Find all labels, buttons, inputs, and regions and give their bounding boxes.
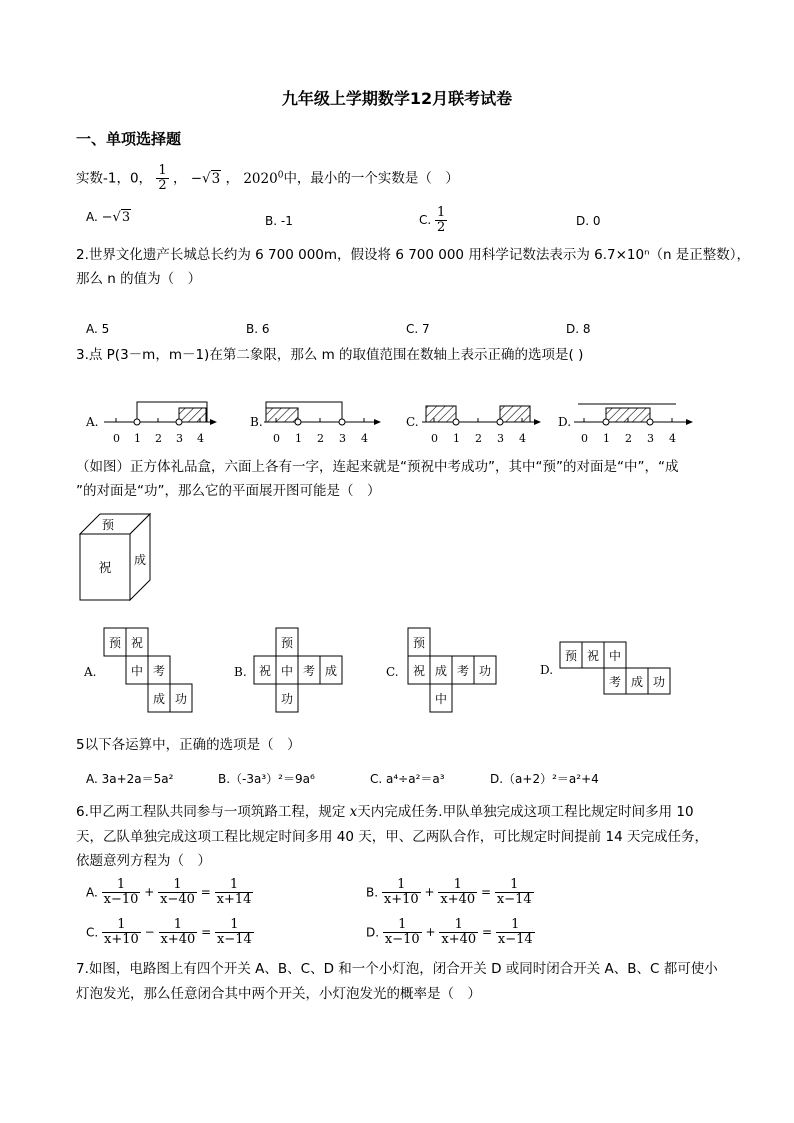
q4-option-d-net[interactable] — [540, 642, 670, 694]
svg-text:D.: D. — [540, 663, 554, 677]
q1-option-b[interactable]: B. -1 — [265, 214, 293, 228]
question-2-line2: 那么 n 的值为（ ） — [76, 271, 202, 287]
svg-text:预: 预 — [412, 636, 426, 650]
svg-text:3: 3 — [339, 432, 346, 445]
svg-text:3: 3 — [497, 432, 504, 445]
question-4-line1: （如图）正方体礼品盒，六面上各有一字，连起来就是“预祝中考成功”，其中“预”的对面是“中”，“成 — [76, 459, 679, 475]
svg-text:祝: 祝 — [130, 636, 144, 650]
question-6-line2: 天，乙队单独完成这项工程比规定时间多用 40 天，甲、乙两队合作，可比规定时间提前 14 天完成任务， — [76, 829, 709, 845]
q6-option-a[interactable]: A. $\frac{1}{x-10}$ + $\frac{1}{x-40}$ = $\frac{1}{x+14}$ — [86, 877, 252, 907]
svg-text:D.: D. — [558, 415, 572, 429]
q5-option-d[interactable]: D.（a+2）²＝a²+4 — [490, 772, 599, 786]
svg-text:预: 预 — [564, 649, 578, 663]
svg-text:祝: 祝 — [412, 664, 426, 678]
svg-text:祝: 祝 — [258, 664, 272, 678]
svg-text:成: 成 — [434, 664, 448, 678]
svg-text:考: 考 — [302, 664, 316, 678]
q1-option-c[interactable]: C. $\frac{1}{2}$ — [419, 205, 446, 235]
svg-text:B.: B. — [234, 665, 247, 679]
q1-option-a[interactable]: A. −√3 — [86, 210, 131, 225]
svg-text:4: 4 — [361, 432, 368, 445]
cube-front-face: 祝 — [98, 561, 112, 576]
svg-text:0: 0 — [581, 432, 588, 445]
svg-text:0: 0 — [273, 432, 280, 445]
q4-nets — [84, 626, 684, 714]
svg-text:4: 4 — [669, 432, 676, 445]
section-heading: 一、单项选择题 — [76, 130, 182, 148]
q1-year: 2020$^0$ — [243, 170, 284, 187]
svg-text:C.: C. — [386, 665, 399, 679]
svg-text:考: 考 — [456, 664, 470, 678]
q6-option-d[interactable]: D. $\frac{1}{x-10}$ + $\frac{1}{x+40}$ = $\frac{1}{x-14}$ — [366, 917, 533, 947]
question-2-line1: 2.世界文化遗产长城总长约为 6 700 000m，假设将 6 700 000 用科学记数法表示为 6.7×10ⁿ（n 是正整数）， — [76, 247, 751, 263]
svg-text:预: 预 — [280, 636, 294, 650]
svg-text:2: 2 — [317, 432, 324, 445]
svg-text:A.: A. — [86, 415, 99, 429]
svg-text:1: 1 — [603, 432, 610, 445]
svg-text:祝: 祝 — [586, 649, 600, 663]
svg-text:功: 功 — [174, 692, 188, 706]
q1-suffix: 中，最小的一个实数是（ ） — [283, 170, 459, 187]
question-6-line3: 依题意列方程为（ ） — [76, 853, 211, 869]
q1-fraction: $\frac{1}{2}$ — [158, 163, 167, 193]
question-3: 3.点 P(3－m，m－1)在第二象限，那么 m 的取值范围在数轴上表示正确的选项是( ) — [76, 347, 584, 363]
svg-text:1: 1 — [134, 432, 141, 445]
q1-prefix: 实数-1，0， — [76, 170, 153, 187]
svg-text:4: 4 — [519, 432, 526, 445]
q1-neg-sqrt: −√3 — [190, 170, 221, 187]
svg-text:考: 考 — [608, 675, 622, 689]
svg-text:B.: B. — [250, 415, 263, 429]
q3-number-lines — [80, 394, 700, 450]
q5-option-a[interactable]: A. 3a+2a＝5a² — [86, 772, 174, 786]
svg-text:0: 0 — [113, 432, 120, 445]
svg-text:成: 成 — [630, 675, 644, 689]
question-1: 实数-1，0， $\frac{1}{2}$ ， −√3 ， 2020$^0$中，最小的一个实数是（ ） — [76, 163, 459, 193]
svg-text:2: 2 — [475, 432, 482, 445]
svg-text:中: 中 — [280, 664, 294, 678]
page-title: 九年级上学期数学12月联考试卷 — [281, 89, 513, 108]
q2-option-a[interactable]: A. 5 — [86, 322, 110, 336]
svg-text:A.: A. — [84, 665, 97, 679]
svg-text:功: 功 — [652, 675, 666, 689]
svg-text:4: 4 — [197, 432, 204, 445]
q6-option-c[interactable]: C. $\frac{1}{x+10}$ − $\frac{1}{x+40}$ = $\frac{1}{x-14}$ — [86, 917, 252, 947]
q2-option-d[interactable]: D. 8 — [566, 322, 591, 336]
svg-text:3: 3 — [176, 432, 183, 445]
q4-option-c-net[interactable] — [386, 628, 496, 712]
svg-text:2: 2 — [155, 432, 162, 445]
question-5: 5以下各运算中，正确的选项是（ ） — [76, 737, 301, 753]
svg-text:1: 1 — [295, 432, 302, 445]
q6-option-b[interactable]: B. $\frac{1}{x+10}$ + $\frac{1}{x+40}$ = $\frac{1}{x-14}$ — [366, 877, 532, 907]
q4-option-b-net[interactable] — [234, 628, 342, 712]
question-6-line1: 6.甲乙两工程队共同参与一项筑路工程，规定 x天内完成任务.甲队单独完成这项工程比规定时间多用 10 — [76, 804, 694, 820]
q5-option-c[interactable]: C. a⁴÷a²＝a³ — [370, 772, 445, 786]
q3-option-a-numberline[interactable] — [85, 402, 217, 445]
question-7-line2: 灯泡发光，那么任意闭合其中两个开关，小灯泡发光的概率是（ ） — [76, 986, 481, 1002]
svg-text:成: 成 — [152, 692, 166, 706]
svg-text:功: 功 — [478, 664, 492, 678]
q1-option-d[interactable]: D. 0 — [576, 214, 601, 228]
q3-option-b-numberline[interactable] — [250, 402, 381, 445]
svg-text:0: 0 — [431, 432, 438, 445]
svg-text:中: 中 — [434, 692, 448, 706]
svg-text:成: 成 — [324, 664, 338, 678]
question-7-line1: 7.如图，电路图上有四个开关 A、B、C、D 和一个小灯泡，闭合开关 D 或同时闭合开关 A、B、C 都可使小 — [76, 961, 718, 977]
svg-text:3: 3 — [647, 432, 654, 445]
q3-option-c-numberline[interactable] — [406, 406, 541, 445]
q3-option-d-numberline[interactable] — [558, 404, 693, 445]
cube-side-face: 成 — [133, 553, 147, 567]
cube-top-face: 预 — [101, 518, 115, 532]
q2-option-b[interactable]: B. 6 — [246, 322, 270, 336]
gift-cube-figure — [78, 512, 154, 604]
svg-text:1: 1 — [453, 432, 460, 445]
question-4-line2: ”的对面是“功”，那么它的平面展开图可能是（ ） — [76, 483, 381, 499]
svg-text:中: 中 — [608, 649, 622, 663]
svg-text:中: 中 — [130, 664, 144, 678]
svg-text:考: 考 — [152, 664, 166, 678]
q2-option-c[interactable]: C. 7 — [406, 322, 430, 336]
svg-text:预: 预 — [108, 636, 122, 650]
svg-text:功: 功 — [280, 692, 294, 706]
svg-text:C.: C. — [406, 415, 419, 429]
svg-text:2: 2 — [625, 432, 632, 445]
q5-option-b[interactable]: B.（-3a³）²＝9a⁶ — [218, 772, 315, 786]
q4-option-a-net[interactable] — [84, 628, 192, 712]
